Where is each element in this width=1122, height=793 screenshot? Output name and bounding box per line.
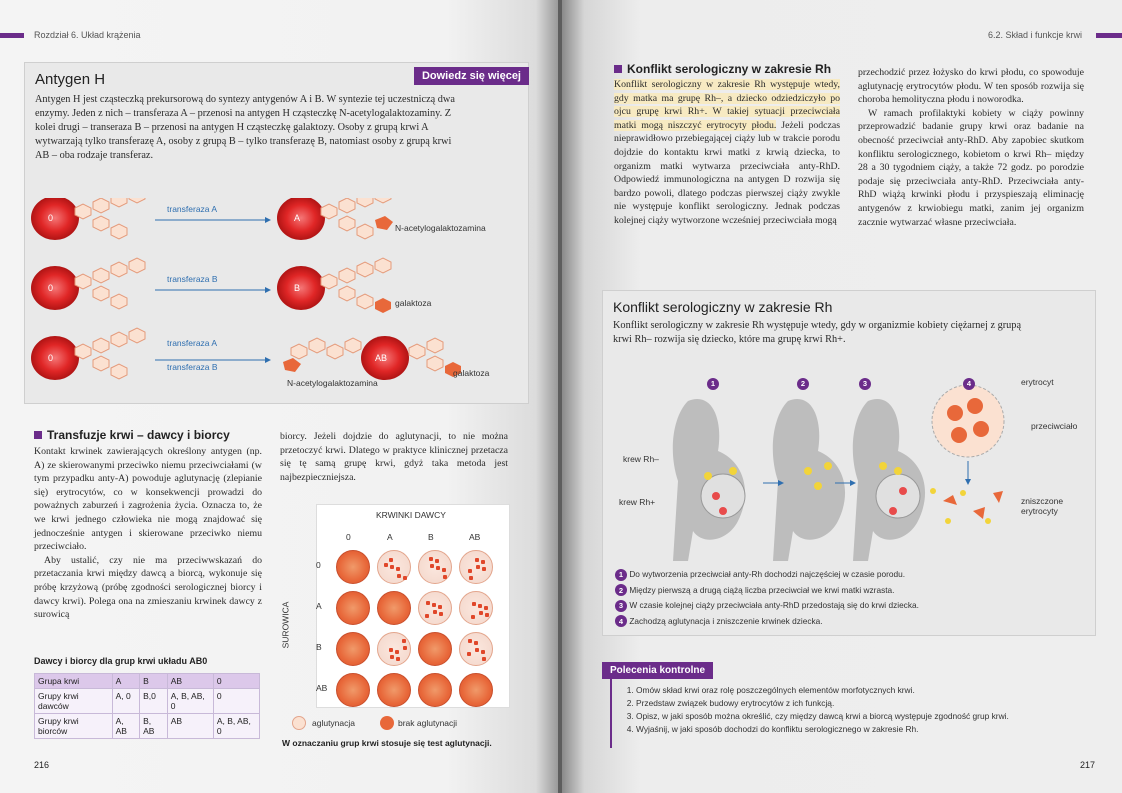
running-header: 6.2. Skład i funkcje krwi bbox=[988, 30, 1083, 40]
note-item: 3 W czasie kolejnej ciąży przeciwciała anty-RhD przedostają się do krwi dziecka. bbox=[615, 598, 919, 614]
step-badge: 2 bbox=[797, 373, 809, 391]
table-row bbox=[35, 714, 260, 739]
grid-col-label: 0 bbox=[346, 532, 351, 542]
clump-mark bbox=[485, 613, 489, 617]
rbc-cell bbox=[31, 198, 79, 240]
label-erytrocyt: erytrocyt bbox=[1021, 377, 1054, 387]
col2a-text: przechodzić przez łożysko do krwi płodu, co spowoduje aglutynację erytrocytów płodu. W ten sposób rozwija się choroba hemolityczna płodu i noworodka. bbox=[858, 67, 1084, 106]
clump-mark bbox=[435, 559, 439, 563]
info-box-antigen-h bbox=[24, 62, 529, 404]
notes-list bbox=[615, 567, 919, 629]
page-number: 216 bbox=[34, 760, 50, 770]
grid-col-label: AB bbox=[469, 532, 481, 542]
clump-mark bbox=[484, 606, 488, 610]
col1-text: Jeżeli podczas nieprawidłowo przebiegającej ciąży lub w trakcie porodu dojdzie do kontaktu krwi matki z krwią dziecka, to organizm matki wytwarza przeciwciała anty-RhD. Odpowiedź immunologiczna na antygen D rozwija się bardzo powoli, dlatego podczas pierwszej ciąży zwykle nie występuje konflikt serologiczny. Jednak podczas kolejnej ciąży wytworzone wcześniej przeciwciała mogą bbox=[614, 119, 841, 226]
clump-mark bbox=[425, 614, 429, 618]
grid-col-label: A bbox=[387, 532, 393, 542]
grid-col-label: B bbox=[428, 532, 434, 542]
legend-none-label: brak aglutynacji bbox=[398, 718, 458, 728]
no-agglutination-well bbox=[336, 591, 370, 625]
rbc-label-0: 0 bbox=[48, 353, 54, 363]
heading-square-icon bbox=[614, 65, 622, 73]
box-title: Antygen H bbox=[35, 71, 106, 88]
clump-mark bbox=[433, 610, 437, 614]
clump-mark bbox=[469, 576, 473, 580]
table-header: 0 bbox=[213, 674, 259, 689]
header-bar bbox=[0, 33, 24, 38]
clump-mark bbox=[397, 574, 401, 578]
note-item: 1 Do wytworzenia przeciwciał anty-Rh dochodzi najczęściej w czasie porodu. bbox=[615, 567, 919, 583]
clump-mark bbox=[396, 657, 400, 661]
grid-row-label: 0 bbox=[316, 560, 321, 570]
table-header: A bbox=[112, 674, 140, 689]
running-header: Rozdział 6. Układ krążenia bbox=[34, 30, 141, 40]
table-header-row bbox=[35, 674, 260, 689]
clump-mark bbox=[390, 655, 394, 659]
grid-row-label: A bbox=[316, 601, 322, 611]
right-page bbox=[562, 0, 1122, 793]
clump-mark bbox=[479, 611, 483, 615]
task-item: 3. Opisz, w jaki sposób można określić, czy między dawcą krwi a biorcą występuje zgodność grup krwi. bbox=[636, 710, 1024, 723]
step-badge: 4 bbox=[963, 373, 975, 391]
clump-mark bbox=[481, 560, 485, 564]
heading-square-icon bbox=[34, 431, 42, 439]
col2b-text: W ramach profilaktyki kobiety w ciąży powinny przeprowadzić badanie grupy krwi oraz badanie na obecność przeciwciał anty-RhD. Aby zapobiec skutkom konfliktu serologicznego, kobietom o krwi Rh– między 28 a 30 tygodniem ciąży, a także 72 godz. po porodzie podaje się przeciwciała anty-RhD. Przeciwciała anty-RhD wiążą krwinki płodu i przyspieszają eliminację antygenów z krwiobiegu matki, zanim jej organizm zacznie wytwarzać własne przeciwciała. bbox=[858, 107, 1084, 228]
clump-mark bbox=[396, 567, 400, 571]
clump-mark bbox=[403, 646, 407, 650]
page-number: 217 bbox=[1080, 760, 1096, 770]
clump-mark bbox=[436, 566, 440, 570]
clump-mark bbox=[442, 568, 446, 572]
table-cell: Grupy krwi biorców bbox=[35, 714, 113, 739]
info-box-rh bbox=[602, 290, 1096, 636]
box-intro: Konflikt serologiczny w zakresie Rh występuje wtedy, gdy w organizmie kobiety ciężarnej z grupą krwi Rh– rozwija się dziecko, które ma grupę krwi Rh+. bbox=[613, 320, 1022, 345]
clump-mark bbox=[474, 641, 478, 645]
clump-mark bbox=[429, 557, 433, 561]
donor-recipient-table bbox=[34, 673, 260, 739]
legend-agg-label: aglutynacja bbox=[312, 718, 356, 728]
clump-mark bbox=[384, 563, 388, 567]
diagram-label: N-acetylogalaktozamina bbox=[395, 223, 486, 233]
table-cell: AB bbox=[167, 714, 213, 739]
note-number: 4 bbox=[615, 615, 627, 627]
antigen-diagram bbox=[25, 198, 530, 398]
agglutination-well bbox=[418, 591, 452, 625]
highlighted-text: Konflikt serologiczny w zakresie Rh występuje wtedy, gdy matka ma grupę Rh–, a dziecko odziedziczyło po ojcu grupę krwi Rh+. W takiej sytuacji przeciwciała matki mogą niszczyć erytrocyty płodu. bbox=[614, 79, 840, 131]
table-caption: Dawcy i biorcy dla grup krwi układu AB0 bbox=[34, 656, 208, 666]
table-cell: 0 bbox=[213, 689, 259, 714]
note-number: 1 bbox=[615, 569, 627, 581]
rbc-label-b: B bbox=[294, 283, 301, 293]
clump-mark bbox=[468, 639, 472, 643]
right-col1 bbox=[614, 78, 840, 228]
box-paragraph: Antygen H jest cząsteczką prekursorową do syntezy antygenów A i B. W syntezie tej uczestniczą dwa enzymy. Jeden z nich – transferaza A – przenosi na antygen H cząsteczkę N-acetylogalaktozaminy. Z kolei drugi – transeraza B – przenosi na antygen H cząsteczkę galaktozy. Osoby z grupą krwi A wytwarzają tylko transferazę A, osoby z grupą B – tylko transferazę B, natomiast osoby z grupą krwi AB – oba rodzaje transferaz. bbox=[35, 94, 455, 161]
table-cell: Grupy krwi dawców bbox=[35, 689, 113, 714]
clump-mark bbox=[389, 558, 393, 562]
legend-agg-icon bbox=[292, 716, 306, 730]
note-number: 2 bbox=[615, 584, 627, 596]
clump-mark bbox=[475, 648, 479, 652]
clump-mark bbox=[403, 576, 407, 580]
step-badge: 3 bbox=[859, 373, 871, 391]
clump-mark bbox=[395, 650, 399, 654]
grid-caption: W oznaczaniu grup krwi stosuje się test aglutynacji. bbox=[282, 738, 492, 748]
table-cell: B,0 bbox=[140, 689, 168, 714]
clump-mark bbox=[430, 564, 434, 568]
row-2 bbox=[31, 258, 391, 313]
no-agglutination-well bbox=[336, 550, 370, 584]
clump-mark bbox=[439, 612, 443, 616]
no-agglutination-well bbox=[377, 673, 411, 707]
clump-mark bbox=[389, 648, 393, 652]
note-item: 2 Między pierwszą a drugą ciążą liczba przeciwciał we krwi matki wzrasta. bbox=[615, 583, 919, 599]
agglutination-well bbox=[377, 632, 411, 666]
no-agglutination-well bbox=[418, 632, 452, 666]
no-agglutination-well bbox=[336, 632, 370, 666]
arrow-label: transferaza B bbox=[167, 362, 218, 372]
clump-mark bbox=[471, 615, 475, 619]
grid-top-label: KRWINKI DAWCY bbox=[376, 510, 446, 520]
clump-mark bbox=[481, 650, 485, 654]
label-przeciwcialo: przeciwciało bbox=[1031, 421, 1078, 431]
box-tab: Dowiedz się więcej bbox=[414, 67, 529, 85]
section-col1 bbox=[34, 445, 262, 622]
clump-mark bbox=[475, 558, 479, 562]
agglutination-well bbox=[459, 591, 493, 625]
diagram-label: galaktoza bbox=[395, 298, 432, 308]
rbc-cell bbox=[277, 198, 325, 240]
n-acetylgalactosamine-shape bbox=[375, 216, 393, 230]
table-header: Grupa krwi bbox=[35, 674, 113, 689]
section-heading: Transfuzje krwi – dawcy i biorcy bbox=[34, 428, 230, 442]
header-bar bbox=[1096, 33, 1122, 38]
table-header: B bbox=[140, 674, 168, 689]
step-badge: 1 bbox=[707, 373, 719, 391]
grid-side-label: SUROWICA bbox=[280, 601, 291, 649]
clump-mark bbox=[443, 575, 447, 579]
no-agglutination-well bbox=[336, 673, 370, 707]
right-col2 bbox=[858, 66, 1084, 229]
no-agglutination-well bbox=[377, 591, 411, 625]
clump-mark bbox=[390, 565, 394, 569]
section-col2: biorcy. Jeżeli dojdzie do aglutynacji, to nie można przetoczyć krwi. Dlatego w praktyce klinicznej przetacza się tę samą grupę krwi, gdyż taka metoda jest najbezpieczniejsza. bbox=[280, 431, 508, 483]
rbc-label-0: 0 bbox=[48, 283, 54, 293]
task-item: 1. Omów skład krwi oraz rolę poszczególnych elementów morfotycznych krwi. bbox=[636, 684, 1024, 697]
agglutination-well bbox=[377, 550, 411, 584]
clump-mark bbox=[432, 603, 436, 607]
grid-row-label: B bbox=[316, 642, 322, 652]
tasks-rule bbox=[610, 678, 618, 748]
clump-mark bbox=[478, 604, 482, 608]
pregnancy-illustration bbox=[603, 361, 1097, 561]
label-krew-minus: krew Rh– bbox=[623, 454, 659, 464]
clump-mark bbox=[438, 605, 442, 609]
section-heading: Konflikt serologiczny w zakresie Rh bbox=[614, 62, 831, 76]
diagram-label: N-acetylogalaktozamina bbox=[287, 378, 378, 388]
table-cell: A, B, AB, 0 bbox=[213, 714, 259, 739]
rbc-label-a: A bbox=[294, 213, 301, 223]
legend-none-icon bbox=[380, 716, 394, 730]
clump-mark bbox=[472, 602, 476, 606]
arrow-label: transferaza B bbox=[167, 274, 218, 284]
grid-row-label: AB bbox=[316, 683, 328, 693]
clump-mark bbox=[476, 565, 480, 569]
task-item: 4. Wyjaśnij, w jaki sposób dochodzi do konfliktu serologicznego w zakresie Rh. bbox=[636, 723, 1024, 736]
note-number: 3 bbox=[615, 600, 627, 612]
table-cell: A, B, AB, 0 bbox=[167, 689, 213, 714]
left-page bbox=[0, 0, 558, 793]
col1b-text: Aby ustalić, czy nie ma przeciwwskazań do przetaczania krwi między dawcą a biorcą, wykonuje się próbę krzyżową (próbę zgodności serologicznej biorcy i dawcy krwi). Polega ona na zmieszaniu krwinek dawcy z surowicą bbox=[34, 554, 262, 621]
row-3 bbox=[31, 328, 461, 380]
no-agglutination-well bbox=[459, 673, 493, 707]
diagram-label: galaktoza bbox=[453, 368, 490, 378]
agglutination-grid bbox=[280, 500, 520, 710]
label-zniszczone: zniszczone erytrocyty bbox=[1021, 496, 1064, 516]
rbc-label-0: 0 bbox=[48, 213, 54, 223]
clump-mark bbox=[482, 657, 486, 661]
table-cell: B, AB bbox=[140, 714, 168, 739]
tasks-title: Polecenia kontrolne bbox=[602, 662, 713, 679]
agglutination-well bbox=[459, 550, 493, 584]
table-cell: A, 0 bbox=[112, 689, 140, 714]
box-title: Konflikt serologiczny w zakresie Rh bbox=[613, 299, 833, 315]
clump-mark bbox=[467, 652, 471, 656]
task-item: 2. Przedstaw związek budowy erytrocytów z ich funkcją. bbox=[636, 697, 1024, 710]
no-agglutination-well bbox=[418, 673, 452, 707]
agglutination-well bbox=[459, 632, 493, 666]
table-row bbox=[35, 689, 260, 714]
clump-mark bbox=[426, 601, 430, 605]
arrow-label: transferaza A bbox=[167, 204, 218, 214]
label-krew-plus: krew Rh+ bbox=[619, 497, 656, 507]
galactose-shape bbox=[375, 298, 391, 313]
clump-mark bbox=[402, 639, 406, 643]
col1-text: Kontakt krwinek zawierających określony antygen (np. A) ze skierowanymi przeciwko niemu przeciwciałami (w tym przypadku anty-A) powoduje aglutynację (zlepianie się) erytrocytów, co w konsekwencji prowadzi do poważnych zaburzeń i zagrożenia życia. Oznacza to, że we krwi jednego człowieka nie mogą znajdować się jednocześnie antygen i skierowane przeciwko niemu przeciwciało. bbox=[34, 446, 262, 553]
note-item: 4 Zachodzą aglutynacja i zniszczenie krwinek dziecka. bbox=[615, 614, 919, 630]
rbc-label-ab: AB bbox=[375, 353, 388, 363]
table-header: AB bbox=[167, 674, 213, 689]
clump-mark bbox=[482, 567, 486, 571]
arrow-label: transferaza A bbox=[167, 338, 218, 348]
table-cell: A, AB bbox=[112, 714, 140, 739]
clump-mark bbox=[468, 569, 472, 573]
tasks-list bbox=[624, 684, 1024, 736]
agglutination-well bbox=[418, 550, 452, 584]
